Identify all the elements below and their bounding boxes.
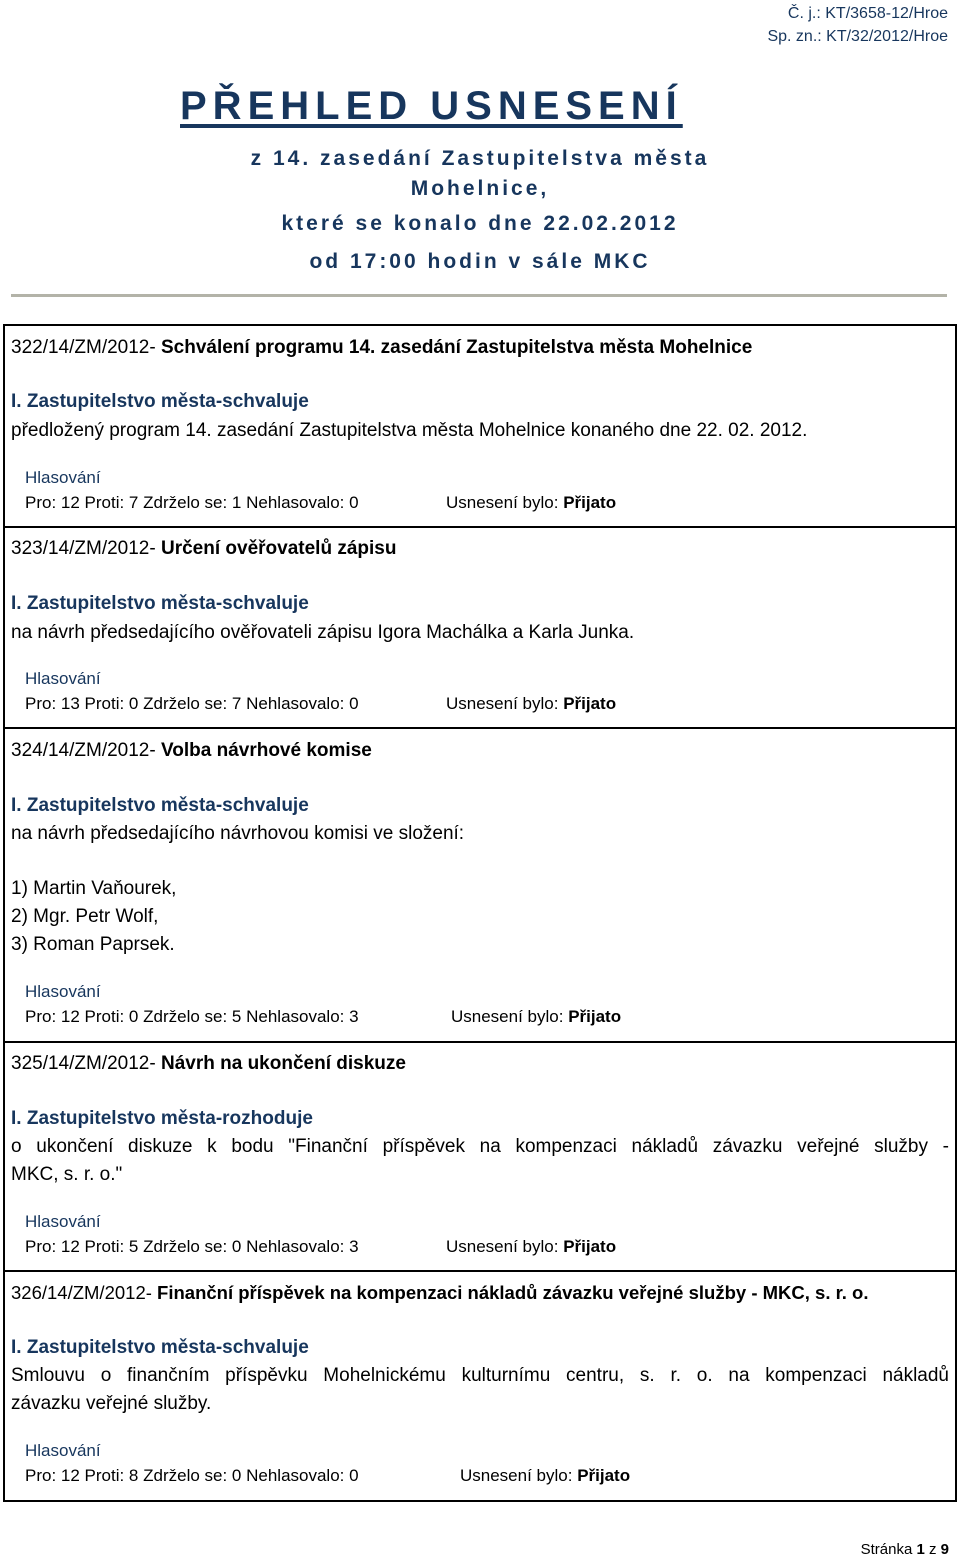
result-label: Usnesení bylo: xyxy=(446,1237,559,1256)
vote-counts: Pro: 13 Proti: 0 Zdrželo se: 7 Nehlasovalo: 0 xyxy=(25,694,359,713)
resolution-decision: I. Zastupitelstvo města-schvaluje xyxy=(11,795,309,816)
vote-heading: Hlasování xyxy=(25,1441,101,1460)
page-number xyxy=(861,1540,949,1560)
result-label: Usnesení bylo: xyxy=(451,1007,564,1026)
resolution-number: 323/14/ZM/2012- xyxy=(11,538,156,559)
page-current: 1 xyxy=(916,1541,925,1558)
resolution-decision: I. Zastupitelstvo města-rozhoduje xyxy=(11,1108,313,1129)
vote-heading: Hlasování xyxy=(25,669,101,688)
vote-counts: Pro: 12 Proti: 7 Zdrželo se: 1 Nehlasovalo: 0 xyxy=(25,493,359,512)
resolution-name: Schválení programu 14. zasedání Zastupitelstva města Mohelnice xyxy=(160,337,753,358)
vote-counts: Pro: 12 Proti: 5 Zdrželo se: 0 Nehlasovalo: 3 xyxy=(25,1237,359,1256)
vote-counts: Pro: 12 Proti: 0 Zdrželo se: 5 Nehlasovalo: 3 xyxy=(25,1007,359,1026)
section-divider xyxy=(3,1270,957,1272)
resolution-text: na návrh předsedajícího návrhovou komisi ve složení: xyxy=(11,823,465,844)
resolution-decision: I. Zastupitelstvo města-schvaluje xyxy=(11,593,309,614)
committee-member: 2) Mgr. Petr Wolf, xyxy=(11,906,159,927)
committee-member: 1) Martin Vaňourek, xyxy=(11,878,177,899)
resolution-name: Určení ověřovatelů zápisu xyxy=(160,538,397,559)
subtitle-line-2: Mohelnice, xyxy=(410,177,550,200)
page-sep: z xyxy=(928,1541,937,1558)
section-divider xyxy=(3,1041,957,1043)
reference-spzn: Sp. zn.: KT/32/2012/Hroe xyxy=(767,28,948,45)
reference-cj: Č. j.: KT/3658-12/Hroe xyxy=(787,5,948,22)
resolution-decision: I. Zastupitelstvo města-schvaluje xyxy=(11,1337,309,1358)
resolution-name: Volba návrhové komise xyxy=(160,740,372,761)
resolution-name: Finanční příspěvek na kompenzaci nákladů závazku veřejné služby - MKC, s. r. o. xyxy=(157,1282,869,1303)
resolution-text: o ukončení diskuze k bodu "Finanční příspěvek na kompenzaci nákladů závazku veřejné služby - xyxy=(11,1136,949,1157)
result-label: Usnesení bylo: xyxy=(446,493,559,512)
vote-heading: Hlasování xyxy=(25,982,101,1001)
subtitle-line-1: z 14. zasedání Zastupitelstva města xyxy=(250,147,710,170)
resolution-number: 325/14/ZM/2012- xyxy=(11,1053,156,1074)
result-label: Usnesení bylo: xyxy=(446,694,559,713)
section-divider xyxy=(3,526,957,528)
section-divider xyxy=(3,727,957,729)
resolution-number: 322/14/ZM/2012- xyxy=(11,337,156,358)
result-value: Přijato xyxy=(568,1007,622,1026)
resolution-text: předložený program 14. zasedání Zastupitelstva města Mohelnice konaného dne 22. 02. 2012. xyxy=(11,420,808,441)
page-total: 9 xyxy=(940,1541,949,1558)
document-title: PŘEHLED USNESENÍ xyxy=(180,84,683,128)
title-divider xyxy=(11,294,947,297)
vote-heading: Hlasování xyxy=(25,1212,101,1231)
resolution-name: Návrh na ukončení diskuze xyxy=(160,1053,406,1074)
result-value: Přijato xyxy=(563,694,617,713)
resolution-text-cont: MKC, s. r. o." xyxy=(11,1164,123,1185)
vote-counts: Pro: 12 Proti: 8 Zdrželo se: 0 Nehlasovalo: 0 xyxy=(25,1466,359,1485)
result-value: Přijato xyxy=(563,1237,617,1256)
page-prefix: Stránka xyxy=(860,1541,913,1558)
resolution-number: 324/14/ZM/2012- xyxy=(11,740,156,761)
resolution-decision: I. Zastupitelstvo města-schvaluje xyxy=(11,391,309,412)
vote-heading: Hlasování xyxy=(25,468,101,487)
subtitle-line-3: které se konalo dne 22.02.2012 xyxy=(281,212,679,235)
resolution-text: Smlouvu o finančním příspěvku Mohelnickému kulturnímu centru, s. r. o. na kompenzaci nákladů xyxy=(11,1365,949,1386)
resolution-number: 326/14/ZM/2012- xyxy=(11,1282,152,1303)
resolution-text-cont: závazku veřejné služby. xyxy=(11,1393,212,1414)
committee-member: 3) Roman Paprsek. xyxy=(11,934,175,955)
subtitle-line-4: od 17:00 hodin v sále MKC xyxy=(309,250,651,273)
result-value: Přijato xyxy=(577,1466,631,1485)
result-value: Přijato xyxy=(563,493,617,512)
resolution-text: na návrh předsedajícího ověřovateli zápisu Igora Machálka a Karla Junka. xyxy=(11,622,635,643)
result-label: Usnesení bylo: xyxy=(460,1466,573,1485)
